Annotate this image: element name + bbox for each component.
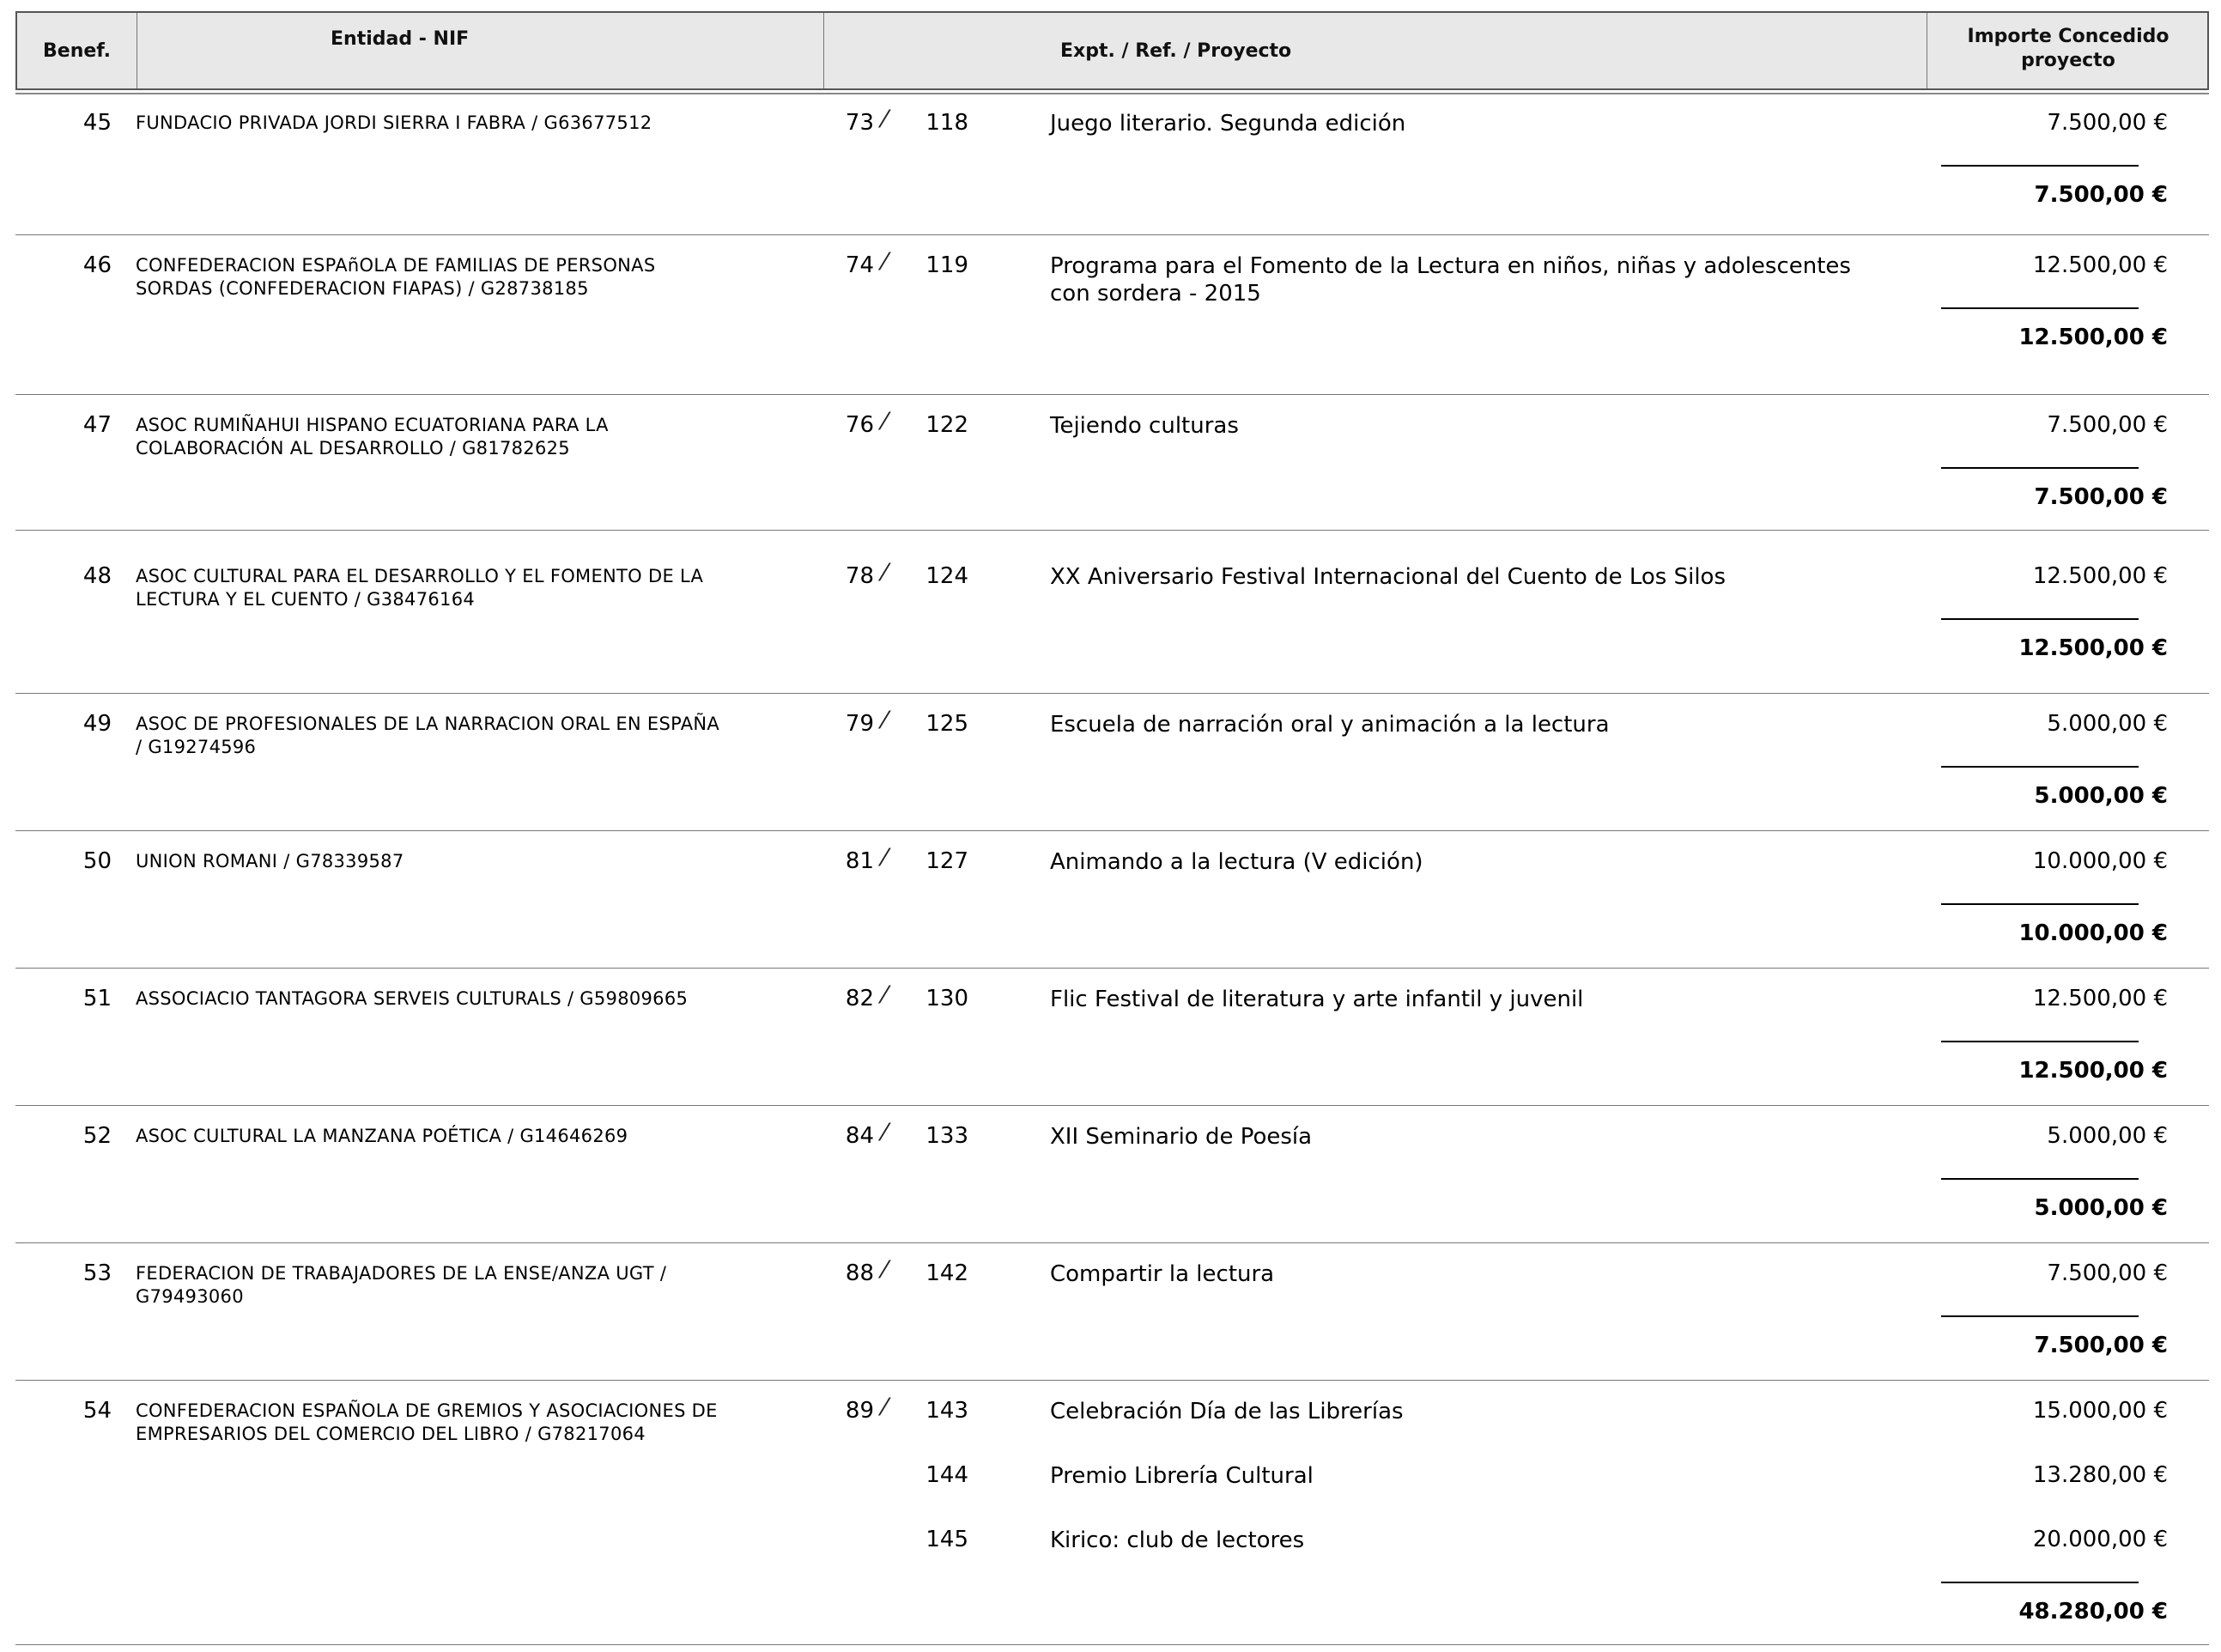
- project-title: [1050, 563, 1883, 591]
- entity-name: [136, 254, 788, 301]
- beneficiary-number: 52: [82, 1123, 112, 1149]
- project-amount: 13.280,00 €: [2032, 1462, 2168, 1488]
- slash-separator: ⁄: [883, 1393, 887, 1421]
- slash-separator: ⁄: [883, 407, 887, 435]
- entity-line: ASSOCIACIO TANTAGORA SERVEIS CULTURALS / G59809665: [136, 988, 689, 1009]
- project-title: [1050, 1462, 1883, 1490]
- beneficiary-total: 7.500,00 €: [2034, 484, 2168, 510]
- expediente-number: 79: [845, 711, 874, 737]
- subtotal-rule: [1941, 903, 2139, 905]
- project-title-line: Animando a la lectura (V edición): [1050, 849, 1423, 875]
- project-amount: 7.500,00 €: [2047, 1260, 2168, 1286]
- expediente-number: 74: [845, 252, 874, 278]
- table-row: [15, 395, 2209, 531]
- reference-number: 127: [925, 848, 968, 874]
- subtotal-rule: [1941, 1178, 2139, 1180]
- reference-number: 119: [925, 252, 968, 278]
- project-title: [1050, 110, 1883, 137]
- header-benef: Benef.: [17, 13, 137, 88]
- table-row: [15, 531, 2209, 694]
- expediente-number: 82: [845, 986, 874, 1011]
- project-title: [1050, 252, 1883, 307]
- header-importe-line2: proyecto: [2021, 50, 2115, 71]
- reference-number: 125: [925, 711, 968, 737]
- slash-separator: ⁄: [883, 843, 887, 872]
- expediente-number: 81: [845, 848, 874, 874]
- header-importe-line1: Importe Concedido: [1967, 26, 2169, 47]
- beneficiary-total: 5.000,00 €: [2034, 783, 2168, 809]
- subtotal-rule: [1941, 1315, 2139, 1317]
- beneficiary-number: 47: [82, 412, 112, 438]
- project-title-line: Escuela de narración oral y animación a la lectura: [1050, 712, 1610, 738]
- row-divider: [15, 1644, 2209, 1645]
- project-title: [1050, 711, 1883, 738]
- project-amount: 20.000,00 €: [2032, 1527, 2168, 1552]
- project-title-line: Compartir la lectura: [1050, 1261, 1275, 1287]
- entity-name: [136, 1400, 788, 1446]
- project-title-line: con sordera - 2015: [1050, 281, 1261, 307]
- slash-separator: ⁄: [883, 981, 887, 1009]
- table-row: [15, 969, 2209, 1106]
- project-amount: 7.500,00 €: [2047, 412, 2168, 438]
- beneficiary-total: 12.500,00 €: [2018, 325, 2168, 350]
- reference-number: 142: [925, 1260, 968, 1286]
- entity-line: ASOC DE PROFESIONALES DE LA NARRACION ORAL EN ESPAÑA: [136, 714, 720, 734]
- project-title-line: Celebración Día de las Librerías: [1050, 1399, 1404, 1424]
- entity-line: CONFEDERACION ESPAñOLA DE FAMILIAS DE PERSONAS: [136, 255, 656, 276]
- slash-separator: ⁄: [883, 558, 887, 586]
- entity-line: ASOC RUMIÑAHUI HISPANO ECUATORIANA PARA LA: [136, 415, 609, 435]
- subtotal-rule: [1941, 467, 2139, 469]
- table-row: [15, 831, 2209, 969]
- project-amount: 5.000,00 €: [2047, 711, 2168, 737]
- entity-line: ASOC CULTURAL LA MANZANA POÉTICA / G14646269: [136, 1126, 628, 1146]
- entity-line: UNION ROMANI / G78339587: [136, 851, 404, 872]
- project-amount: 10.000,00 €: [2032, 848, 2168, 874]
- project-title: [1050, 848, 1883, 876]
- table-row: [15, 1381, 2209, 1645]
- table-row: [15, 1106, 2209, 1243]
- reference-number: 118: [925, 110, 968, 136]
- entity-line: ASOC CULTURAL PARA EL DESARROLLO Y EL FOMENTO DE LA: [136, 566, 704, 586]
- expediente-number: 84: [845, 1123, 874, 1149]
- project-title: [1050, 1123, 1883, 1151]
- beneficiary-number: 49: [82, 711, 112, 737]
- beneficiary-number: 51: [82, 986, 112, 1011]
- table-row: [15, 93, 2209, 235]
- subtotal-rule: [1941, 165, 2139, 167]
- beneficiary-total: 7.500,00 €: [2034, 182, 2168, 208]
- project-title: [1050, 412, 1883, 440]
- project-title-line: Flic Festival de literatura y arte infantil y juvenil: [1050, 987, 1584, 1012]
- reference-number: 144: [925, 1462, 968, 1488]
- table-row: [15, 694, 2209, 831]
- expediente-number: 88: [845, 1260, 874, 1286]
- entity-line: SORDAS (CONFEDERACION FIAPAS) / G28738185: [136, 278, 589, 299]
- entity-line: LECTURA Y EL CUENTO / G38476164: [136, 589, 476, 610]
- entity-name: [136, 850, 788, 873]
- header-importe: [1927, 13, 2209, 88]
- entity-name: [136, 1125, 788, 1148]
- entity-line: FEDERACION DE TRABAJADORES DE LA ENSE/ANZA UGT /: [136, 1263, 667, 1284]
- project-amount: 12.500,00 €: [2032, 986, 2168, 1011]
- project-amount: 12.500,00 €: [2032, 252, 2168, 278]
- project-title: [1050, 1398, 1883, 1425]
- header-expt: Expt. / Ref. / Proyecto: [824, 13, 1927, 88]
- slash-separator: ⁄: [883, 1118, 887, 1146]
- project-amount: 12.500,00 €: [2032, 563, 2168, 589]
- table-row: [15, 235, 2209, 395]
- slash-separator: ⁄: [883, 247, 887, 276]
- project-amount: 7.500,00 €: [2047, 110, 2168, 136]
- entity-line: EMPRESARIOS DEL COMERCIO DEL LIBRO / G78217064: [136, 1424, 646, 1444]
- beneficiary-number: 54: [82, 1398, 112, 1424]
- beneficiary-total: 12.500,00 €: [2018, 635, 2168, 661]
- entity-name: [136, 987, 788, 1011]
- beneficiary-number: 48: [82, 563, 112, 589]
- reference-number: 143: [925, 1398, 968, 1424]
- project-title-line: Tejiendo culturas: [1050, 413, 1239, 439]
- beneficiary-number: 50: [82, 848, 112, 874]
- beneficiary-total: 10.000,00 €: [2018, 920, 2168, 946]
- reference-number: 124: [925, 563, 968, 589]
- project-title-line: Premio Librería Cultural: [1050, 1463, 1314, 1489]
- expediente-number: 89: [845, 1398, 874, 1424]
- reference-number: 122: [925, 412, 968, 438]
- entity-name: [136, 414, 788, 460]
- entity-name: [136, 112, 788, 135]
- beneficiary-total: 48.280,00 €: [2018, 1599, 2168, 1625]
- entity-line: FUNDACIO PRIVADA JORDI SIERRA I FABRA / G63677512: [136, 112, 652, 133]
- subtotal-rule: [1941, 1041, 2139, 1042]
- project-title-line: XX Aniversario Festival Internacional del Cuento de Los Silos: [1050, 564, 1726, 590]
- project-title-line: Juego literario. Segunda edición: [1050, 111, 1406, 137]
- project-amount: 15.000,00 €: [2032, 1398, 2168, 1424]
- entity-line: COLABORACIÓN AL DESARROLLO / G81782625: [136, 438, 570, 459]
- header-entidad: Entidad - NIF: [137, 13, 824, 88]
- subtotal-rule: [1941, 307, 2139, 309]
- beneficiary-total: 5.000,00 €: [2034, 1195, 2168, 1221]
- slash-separator: ⁄: [883, 1255, 887, 1284]
- project-title: [1050, 1260, 1883, 1288]
- project-title-line: Kirico: club de lectores: [1050, 1527, 1305, 1553]
- reference-number: 145: [925, 1527, 968, 1552]
- project-title-line: Programa para el Fomento de la Lectura en niños, niñas y adolescentes: [1050, 253, 1851, 279]
- subtotal-rule: [1941, 766, 2139, 768]
- table-header: [15, 11, 2209, 90]
- subtotal-rule: [1941, 1582, 2139, 1583]
- beneficiary-number: 45: [82, 110, 112, 136]
- project-title: [1050, 986, 1883, 1013]
- beneficiary-number: 53: [82, 1260, 112, 1286]
- beneficiary-number: 46: [82, 252, 112, 278]
- reference-number: 133: [925, 1123, 968, 1149]
- entity-line: CONFEDERACION ESPAÑOLA DE GREMIOS Y ASOCIACIONES DE: [136, 1400, 718, 1421]
- expediente-number: 78: [845, 563, 874, 589]
- entity-line: G79493060: [136, 1286, 244, 1307]
- project-title: [1050, 1527, 1883, 1554]
- reference-number: 130: [925, 986, 968, 1011]
- entity-name: [136, 1262, 788, 1309]
- entity-name: [136, 565, 788, 611]
- slash-separator: ⁄: [883, 706, 887, 734]
- project-title-line: XII Seminario de Poesía: [1050, 1124, 1313, 1150]
- project-amount: 5.000,00 €: [2047, 1123, 2168, 1149]
- beneficiary-total: 7.500,00 €: [2034, 1333, 2168, 1358]
- subtotal-rule: [1941, 618, 2139, 620]
- entity-line: / G19274596: [136, 737, 257, 757]
- beneficiary-total: 12.500,00 €: [2018, 1058, 2168, 1084]
- slash-separator: ⁄: [883, 105, 887, 133]
- table-row: [15, 1243, 2209, 1381]
- entity-name: [136, 713, 788, 759]
- expediente-number: 76: [845, 412, 874, 438]
- expediente-number: 73: [845, 110, 874, 136]
